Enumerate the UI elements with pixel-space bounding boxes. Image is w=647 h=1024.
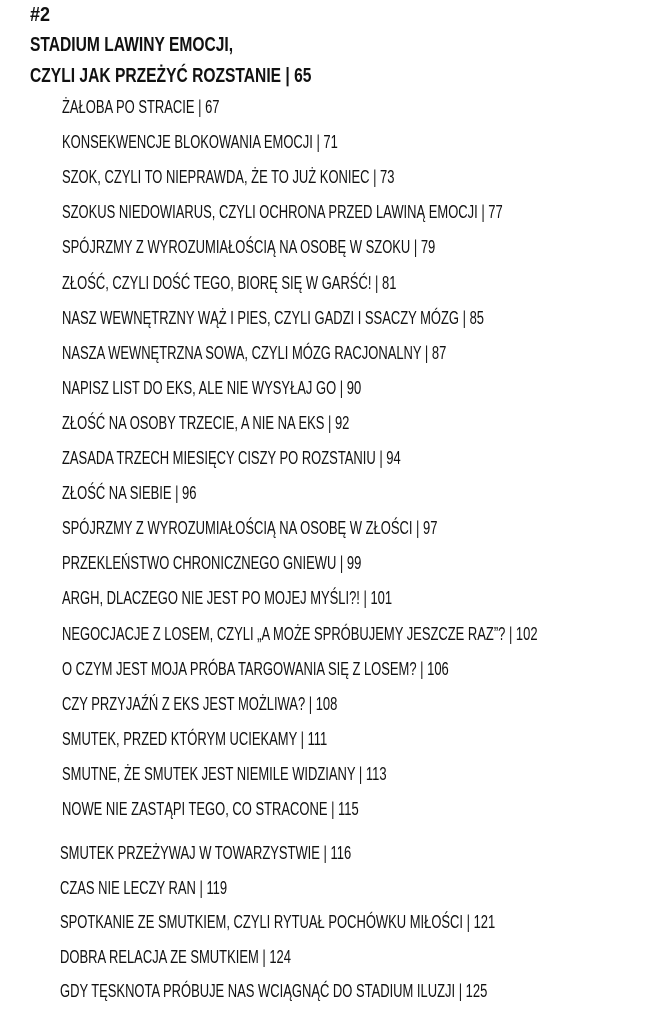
toc-entry: ZASADA TRZECH MIESIĘCY CISZY PO ROZSTANIU | 94 (62, 448, 401, 468)
toc-entry: NOWE NIE ZASTĄPI TEGO, CO STRACONE | 115 (62, 799, 359, 819)
toc-entry: ZŁOŚĆ NA OSOBY TRZECIE, A NIE NA EKS | 92 (62, 412, 350, 433)
toc-entry: ZŁOŚĆ, CZYLI DOŚĆ TEGO, BIORĘ SIĘ W GARŚĆ! | 81 (62, 272, 397, 293)
toc-entry: ZŁOŚĆ NA SIEBIE | 96 (62, 483, 197, 504)
chapter-title-line-2: CZYLI JAK PRZEŻYĆ ROZSTANIE | 65 (30, 65, 312, 87)
toc-entry: CZY PRZYJAŹŃ Z EKS JEST MOŻLIWA? | 108 (62, 693, 338, 714)
chapter-title-line-1: STADIUM LAWINY EMOCJI, (30, 34, 234, 56)
toc-entry: ARGH, DLACZEGO NIE JEST PO MOJEJ MYŚLI?! | 101 (62, 588, 393, 609)
toc-entry: NASZ WEWNĘTRZNY WĄŻ I PIES, CZYLI GADZI I SSACZY MÓZG | 85 (62, 307, 484, 328)
toc-entry: DOBRA RELACJA ZE SMUTKIEM | 124 (60, 946, 291, 967)
toc-entry: NAPISZ LIST DO EKS, ALE NIE WYSYŁAJ GO | 90 (62, 377, 362, 398)
chapter-number: #2 (30, 4, 51, 26)
toc-entry: NEGOCJACJE Z LOSEM, CZYLI „A MOŻE SPRÓBUJEMY JESZCZE RAZ”? | 102 (62, 623, 538, 644)
toc-entry: O CZYM JEST MOJA PRÓBA TARGOWANIA SIĘ Z LOSEM? | 106 (62, 658, 449, 679)
toc-entry: SPÓJRZMY Z WYROZUMIAŁOŚCIĄ NA OSOBĘ W SZOKU | 79 (62, 237, 436, 258)
toc-entry: SZOKUS NIEDOWIARUS, CZYLI OCHRONA PRZED LAWINĄ EMOCJI | 77 (62, 202, 503, 223)
toc-entry: ŻAŁOBA PO STRACIE | 67 (62, 97, 220, 117)
toc-entry: PRZEKLEŃSTWO CHRONICZNEGO GNIEWU | 99 (62, 553, 362, 574)
toc-entry: GDY TĘSKNOTA PRÓBUJE NAS WCIĄGNĄĆ DO STADIUM ILUZJI | 125 (60, 981, 488, 1001)
toc-entry: KONSEKWENCJE BLOKOWANIA EMOCJI | 71 (62, 132, 338, 153)
toc-entry: SZOK, CZYLI TO NIEPRAWDA, ŻE TO JUŻ KONIEC | 73 (62, 167, 395, 188)
toc-entry: SMUTEK PRZEŻYWAJ W TOWARZYSTWIE | 116 (60, 843, 352, 863)
toc-entry: CZAS NIE LECZY RAN | 119 (60, 877, 228, 898)
toc-entry: SPÓJRZMY Z WYROZUMIAŁOŚCIĄ NA OSOBĘ W ZŁOŚCI | 97 (62, 518, 438, 539)
toc-entry: SMUTEK, PRZED KTÓRYM UCIEKAMY | 111 (62, 728, 328, 749)
toc-entry: NASZA WEWNĘTRZNA SOWA, CZYLI MÓZG RACJONALNY | 87 (62, 342, 447, 363)
toc-entry: SMUTNE, ŻE SMUTEK JEST NIEMILE WIDZIANY | 113 (62, 763, 387, 784)
toc-entry: SPOTKANIE ZE SMUTKIEM, CZYLI RYTUAŁ POCHÓWKU MIŁOŚCI | 121 (60, 912, 496, 932)
